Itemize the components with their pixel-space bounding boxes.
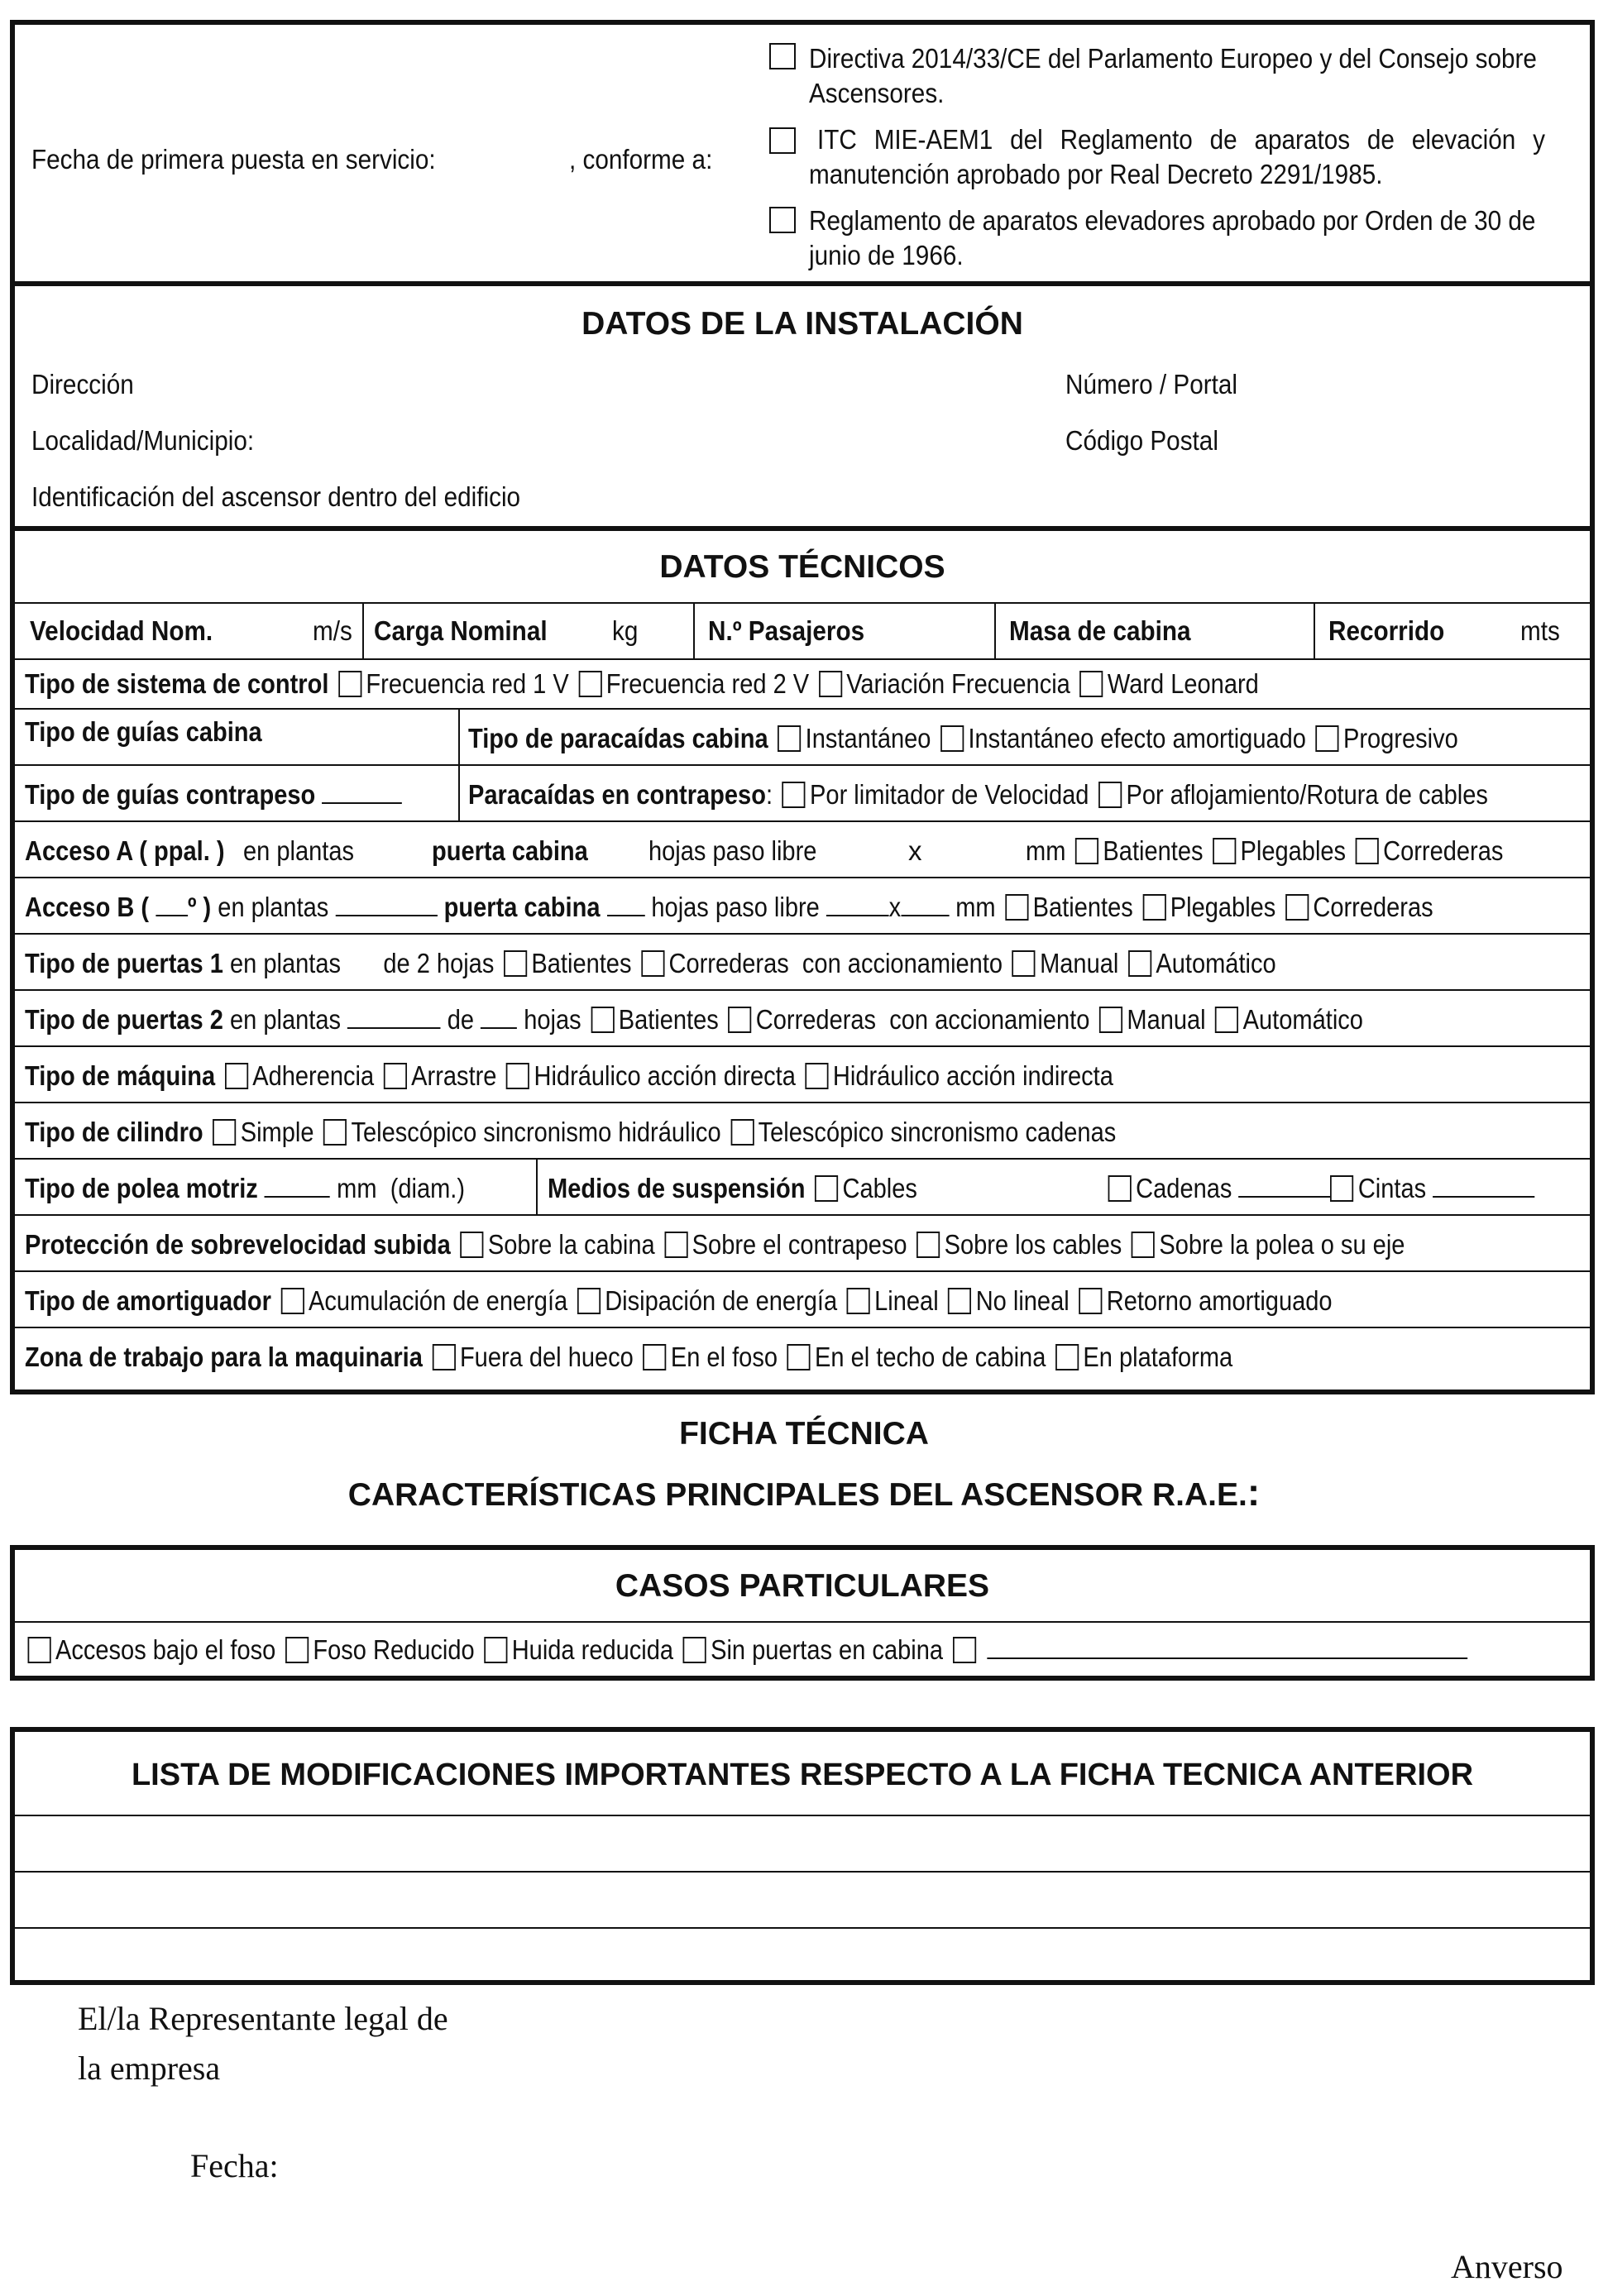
sobre-contrapeso-label: Sobre el contrapeso	[692, 1229, 907, 1260]
representante-line2: la empresa	[78, 2050, 221, 2087]
acceso-a-mm: mm	[1026, 835, 1066, 866]
checkbox-hidraulico-directa[interactable]	[506, 1063, 529, 1089]
checkbox-adherencia[interactable]	[225, 1063, 248, 1089]
caracteristicas-text: CARACTERÍSTICAS PRINCIPALES DEL ASCENSOR R.A.E.	[347, 1477, 1247, 1513]
cadenas-label: Cadenas	[1136, 1173, 1232, 1203]
acceso-a-batientes-label: Batientes	[1103, 835, 1204, 866]
checkbox-acceso-a-plegables[interactable]	[1213, 838, 1236, 864]
acceso-b-number[interactable]	[156, 915, 188, 916]
acceso-b-puerta: puerta cabina	[443, 892, 601, 922]
modificaciones-title: LISTA DE MODIFICACIONES IMPORTANTES RESPECTO A LA FICHA TECNICA ANTERIOR	[131, 1758, 1474, 1792]
checkbox-sobre-polea[interactable]	[1132, 1232, 1155, 1258]
ficha-tecnica-heading: FICHA TÉCNICA	[679, 1416, 929, 1452]
acceso-b-label-end: º )	[187, 892, 212, 922]
otro-caso-blank[interactable]	[987, 1657, 1467, 1659]
checkbox-en-foso[interactable]	[643, 1344, 666, 1370]
adherencia-label: Adherencia	[252, 1060, 375, 1091]
tecnicos-title: DATOS TÉCNICOS	[659, 549, 945, 585]
no-lineal-label: No lineal	[975, 1285, 1070, 1316]
direccion-label: Dirección	[31, 369, 134, 399]
progresivo-label: Progresivo	[1342, 723, 1458, 753]
sin-puertas-label: Sin puertas en cabina	[711, 1634, 944, 1665]
puertas-2-correderas-label: Correderas con accionamiento	[755, 1004, 1090, 1035]
checkbox-arrastre[interactable]	[384, 1063, 407, 1089]
acceso-b-hojas: hojas paso libre	[651, 892, 820, 922]
checkbox-telescopico-cadenas[interactable]	[730, 1119, 754, 1146]
row-maquina	[15, 1045, 1590, 1102]
fuera-hueco-label: Fuera del hueco	[459, 1342, 634, 1372]
casos-box	[10, 1545, 1595, 1681]
telescopico-cadenas-label: Telescópico sincronismo cadenas	[758, 1117, 1117, 1147]
acceso-a-plantas: en plantas	[243, 835, 355, 866]
limitador-label: Por limitador de Velocidad	[810, 779, 1089, 810]
row-sistema-control	[15, 658, 1590, 708]
modificaciones-box	[10, 1727, 1595, 1985]
puertas-2-de: de	[447, 1004, 475, 1035]
checkbox-frecuencia-1v[interactable]	[338, 671, 361, 697]
checkbox-cadenas[interactable]	[1108, 1175, 1132, 1202]
puertas-1-plantas: en plantas	[229, 948, 342, 978]
checkbox-no-lineal[interactable]	[948, 1288, 971, 1314]
cables-label: Cables	[842, 1173, 917, 1203]
modificacion-line-3[interactable]	[15, 1927, 1590, 1982]
option-directiva-line1: Directiva 2014/33/CE del Parlamento Europeo y del Consejo sobre	[809, 43, 1537, 74]
acceso-b-plantas-blank[interactable]	[335, 915, 437, 916]
row-polea	[15, 1158, 1590, 1214]
lineal-label: Lineal	[874, 1285, 939, 1316]
conforme-label: , conforme a:	[569, 144, 713, 175]
acceso-a-label: Acceso A ( ppal. )	[25, 835, 225, 866]
disipacion-label: Disipación de energía	[605, 1285, 838, 1316]
checkbox-puertas-1-batientes[interactable]	[504, 950, 527, 977]
puertas-2-plantas-blank[interactable]	[347, 1027, 441, 1029]
puertas-2-hojas: hojas	[524, 1004, 581, 1035]
option-reglamento-line1: Reglamento de aparatos elevadores aprobado por Orden de 30 de	[809, 205, 1536, 236]
acceso-b-x: x	[888, 892, 902, 922]
puertas-2-hojas-blank[interactable]	[481, 1027, 517, 1029]
instantaneo-label: Instantáneo	[805, 723, 931, 753]
checkbox-limitador[interactable]	[782, 782, 806, 808]
polea-diametro-blank[interactable]	[265, 1196, 330, 1198]
checkbox-foso-reducido[interactable]	[285, 1637, 309, 1663]
hidraulico-directa-label: Hidráulico acción directa	[534, 1060, 796, 1091]
row-guias-cabina	[15, 708, 1590, 764]
sobre-cabina-label: Sobre la cabina	[487, 1229, 655, 1260]
polea-label: Tipo de polea motriz	[25, 1173, 258, 1203]
localidad-label: Localidad/Municipio:	[31, 425, 255, 456]
casos-title: CASOS PARTICULARES	[615, 1568, 990, 1604]
cintas-label: Cintas	[1357, 1173, 1427, 1203]
identificacion-label: Identificación del ascensor dentro del edificio	[31, 481, 521, 512]
puertas-2-automatico-label: Automático	[1242, 1004, 1363, 1035]
numero-portal-label: Número / Portal	[1065, 369, 1237, 399]
acceso-b-ancho-blank[interactable]	[826, 915, 889, 916]
recorrido-label: Recorrido	[1328, 615, 1445, 646]
frecuencia-2v-label: Frecuencia red 2 V	[605, 668, 810, 699]
checkbox-sobre-contrapeso[interactable]	[664, 1232, 687, 1258]
checkbox-plataforma[interactable]	[1055, 1344, 1079, 1370]
checkbox-simple[interactable]	[213, 1119, 236, 1146]
zona-trabajo-label: Zona de trabajo para la maquinaria	[25, 1342, 423, 1372]
retorno-label: Retorno amortiguado	[1106, 1285, 1333, 1316]
puertas-1-automatico-label: Automático	[1156, 948, 1276, 978]
row-acceso-a	[15, 820, 1590, 877]
puertas-1-hojas: de 2 hojas	[383, 948, 495, 978]
casos-row	[15, 1621, 1590, 1676]
row-sobrevelocidad	[15, 1214, 1590, 1270]
guias-cabina-label: Tipo de guías cabina	[25, 716, 262, 747]
checkbox-huida-reducida[interactable]	[484, 1637, 507, 1663]
checkbox-puertas-1-automatico[interactable]	[1128, 950, 1151, 977]
cadenas-blank[interactable]	[1239, 1196, 1331, 1198]
checkbox-acceso-a-correderas[interactable]	[1356, 838, 1379, 864]
row-puertas-1	[15, 933, 1590, 989]
checkbox-directiva[interactable]	[769, 43, 796, 69]
plataforma-label: En plataforma	[1083, 1342, 1233, 1372]
en-foso-label: En el foso	[670, 1342, 778, 1372]
checkbox-puertas-2-automatico[interactable]	[1215, 1007, 1238, 1033]
checkbox-accesos-foso[interactable]	[28, 1637, 51, 1663]
cilindro-label: Tipo de cilindro	[25, 1117, 203, 1147]
puertas-1-correderas-label: Correderas con accionamiento	[668, 948, 1003, 978]
checkbox-sobre-cabina[interactable]	[460, 1232, 483, 1258]
modificacion-line-1[interactable]	[15, 1815, 1590, 1873]
checkbox-cables[interactable]	[815, 1175, 838, 1202]
ward-label: Ward Leonard	[1107, 668, 1259, 699]
checkbox-fuera-hueco[interactable]	[432, 1344, 455, 1370]
fecha-label: Fecha:	[190, 2147, 279, 2184]
acumulacion-label: Acumulación de energía	[308, 1285, 568, 1316]
amortiguador-label: Tipo de amortiguador	[25, 1285, 271, 1316]
puertas-2-plantas: en plantas	[229, 1004, 342, 1035]
caracteristicas-colon: :	[1247, 1471, 1261, 1514]
acceso-b-correderas-label: Correderas	[1313, 892, 1433, 922]
checkbox-telescopico-hidraulico[interactable]	[323, 1119, 347, 1146]
cintas-blank[interactable]	[1433, 1196, 1534, 1198]
checkbox-sobre-cables[interactable]	[916, 1232, 940, 1258]
row-cilindro	[15, 1102, 1590, 1158]
guias-contrapeso-blank[interactable]	[322, 802, 402, 804]
checkbox-cintas[interactable]	[1330, 1175, 1353, 1202]
instalacion-box	[10, 281, 1595, 531]
telescopico-hidraulico-label: Telescópico sincronismo hidráulico	[351, 1117, 721, 1147]
puertas-2-manual-label: Manual	[1127, 1004, 1206, 1035]
checkbox-techo-cabina[interactable]	[787, 1344, 811, 1370]
tecnicos-box	[10, 526, 1595, 1394]
kg-unit: kg	[612, 615, 639, 646]
checkbox-puertas-2-manual[interactable]	[1099, 1007, 1122, 1033]
puertas-2-label: Tipo de puertas 2	[25, 1004, 223, 1035]
checkbox-sin-puertas[interactable]	[683, 1637, 706, 1663]
checkbox-frecuencia-2v[interactable]	[578, 671, 601, 697]
medios-suspension-label: Medios de suspensión	[548, 1173, 806, 1203]
pasajeros-label: N.º Pasajeros	[708, 615, 865, 646]
puertas-1-batientes-label: Batientes	[531, 948, 632, 978]
puertas-1-label: Tipo de puertas 1	[25, 948, 223, 978]
paracaidas-cabina-label: Tipo de paracaídas cabina	[468, 723, 768, 753]
row-amortiguador	[15, 1270, 1590, 1327]
acceso-b-plegables-label: Plegables	[1170, 892, 1276, 922]
acceso-a-x: x	[908, 835, 922, 866]
acceso-a-hojas: hojas paso libre	[648, 835, 817, 866]
checkbox-puertas-2-correderas[interactable]	[728, 1007, 751, 1033]
acceso-a-correderas-label: Correderas	[1383, 835, 1504, 866]
checkbox-puertas-2-batientes[interactable]	[591, 1007, 614, 1033]
acceso-b-puerta-blank[interactable]	[607, 915, 645, 916]
checkbox-acceso-a-batientes[interactable]	[1075, 838, 1098, 864]
sobre-polea-label: Sobre la polea o su eje	[1159, 1229, 1405, 1260]
paracaidas-contrapeso-label: Paracaídas en contrapeso	[468, 779, 766, 810]
arrastre-label: Arrastre	[411, 1060, 497, 1091]
row-guias-contrapeso	[15, 764, 1590, 820]
row-acceso-b	[15, 877, 1590, 933]
checkbox-aflojamiento[interactable]	[1098, 782, 1122, 808]
checkbox-instantaneo-amortiguado[interactable]	[940, 725, 964, 752]
anverso-label: Anverso	[1451, 2248, 1563, 2285]
sistema-control-label: Tipo de sistema de control	[25, 668, 329, 699]
aflojamiento-label: Por aflojamiento/Rotura de cables	[1126, 779, 1488, 810]
checkbox-ward[interactable]	[1079, 671, 1103, 697]
option-itc-line2: manutención aprobado por Real Decreto 2291/1985.	[809, 159, 1383, 189]
acceso-a-plegables-label: Plegables	[1240, 835, 1347, 866]
checkbox-reglamento[interactable]	[769, 207, 796, 233]
hidraulico-indirecta-label: Hidráulico acción indirecta	[832, 1060, 1113, 1091]
caracteristicas-heading	[0, 1471, 1608, 1514]
row-zona-trabajo	[15, 1327, 1590, 1390]
guias-contrapeso-label: Tipo de guías contrapeso	[25, 779, 316, 810]
checkbox-acceso-b-batientes[interactable]	[1005, 894, 1028, 921]
row-velocidad	[15, 602, 1590, 658]
codigo-postal-label: Código Postal	[1065, 425, 1218, 456]
polea-mm: mm (diam.)	[337, 1173, 466, 1203]
checkbox-lineal[interactable]	[847, 1288, 870, 1314]
velocidad-label: Velocidad Nom.	[30, 615, 213, 646]
carga-label: Carga Nominal	[374, 615, 548, 646]
checkbox-disipacion[interactable]	[577, 1288, 601, 1314]
frecuencia-1v-label: Frecuencia red 1 V	[366, 668, 569, 699]
fecha-puesta-label: Fecha de primera puesta en servicio:	[31, 144, 436, 175]
checkbox-acceso-b-correderas[interactable]	[1285, 894, 1309, 921]
checkbox-acumulacion[interactable]	[281, 1288, 304, 1314]
option-itc-line1: ITC MIE-AEM1 del Reglamento de aparatos de elevación y	[817, 124, 1546, 155]
checkbox-variacion[interactable]	[819, 671, 842, 697]
option-reglamento-line2: junio de 1966.	[809, 240, 964, 270]
instalacion-title: DATOS DE LA INSTALACIÓN	[581, 306, 1023, 342]
masa-label: Masa de cabina	[1009, 615, 1191, 646]
acceso-b-mm: mm	[955, 892, 996, 922]
ms-unit: m/s	[313, 615, 352, 646]
checkbox-otro-caso[interactable]	[953, 1637, 976, 1663]
checkbox-puertas-1-correderas[interactable]	[641, 950, 664, 977]
representante-line1: El/la Representante legal de	[78, 2000, 448, 2037]
variacion-label: Variación Frecuencia	[846, 668, 1070, 699]
techo-cabina-label: En el techo de cabina	[815, 1342, 1046, 1372]
puertas-1-manual-label: Manual	[1040, 948, 1119, 978]
checkbox-acceso-b-plegables[interactable]	[1142, 894, 1165, 921]
checkbox-progresivo[interactable]	[1316, 725, 1339, 752]
acceso-a-puerta: puerta cabina	[432, 835, 588, 866]
checkbox-itc[interactable]	[769, 127, 796, 154]
sobrevelocidad-label: Protección de sobrevelocidad subida	[25, 1229, 451, 1260]
modificacion-line-2[interactable]	[15, 1871, 1590, 1929]
huida-reducida-label: Huida reducida	[511, 1634, 674, 1665]
option-directiva-line2: Ascensores.	[809, 78, 945, 108]
simple-label: Simple	[240, 1117, 314, 1147]
colon: :	[765, 779, 773, 810]
acceso-b-label: Acceso B (	[25, 892, 150, 922]
header-box	[10, 20, 1595, 286]
acceso-b-plantas: en plantas	[218, 892, 329, 922]
foso-reducido-label: Foso Reducido	[313, 1634, 475, 1665]
instantaneo-amortiguado-label: Instantáneo efecto amortiguado	[968, 723, 1306, 753]
accesos-foso-label: Accesos bajo el foso	[55, 1634, 276, 1665]
acceso-b-alto-blank[interactable]	[901, 915, 949, 916]
sobre-cables-label: Sobre los cables	[944, 1229, 1122, 1260]
checkbox-retorno[interactable]	[1079, 1288, 1102, 1314]
maquina-label: Tipo de máquina	[25, 1060, 216, 1091]
checkbox-instantaneo[interactable]	[778, 725, 801, 752]
checkbox-hidraulico-indirecta[interactable]	[805, 1063, 828, 1089]
mts-unit: mts	[1520, 615, 1560, 646]
acceso-b-batientes-label: Batientes	[1032, 892, 1133, 922]
puertas-2-batientes-label: Batientes	[618, 1004, 719, 1035]
checkbox-puertas-1-manual[interactable]	[1012, 950, 1036, 977]
row-puertas-2	[15, 989, 1590, 1045]
